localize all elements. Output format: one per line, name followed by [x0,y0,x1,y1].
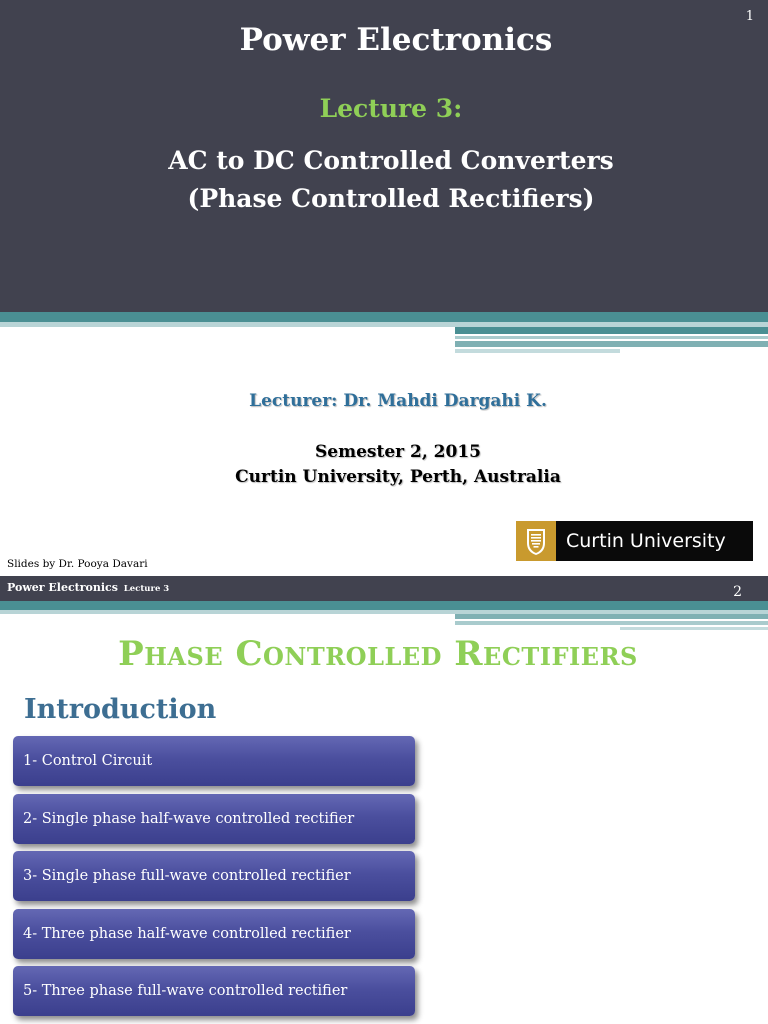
list-item: 5- Three phase full-wave controlled rectifier [13,966,415,1016]
decorative-band [455,621,768,625]
list-item: 3- Single phase full-wave controlled rectifier [13,851,415,901]
lecture-topic-line2: (Phase Controlled Rectifiers) [187,184,595,213]
decorative-band [712,334,768,336]
university-location: Curtin University, Perth, Australia [235,467,561,487]
lecture-topic-line1: AC to DC Controlled Converters [168,146,614,175]
topic-list [13,736,415,1024]
logo-wordmark: Curtin University [566,530,726,552]
course-title: Power Electronics [239,22,553,58]
decorative-band [455,349,620,353]
decorative-band [455,327,768,334]
slide-header [0,0,768,312]
list-item: 4- Three phase half-wave controlled rectifier [13,909,415,959]
decorative-band [0,601,768,610]
course-tag-lecture: Lecture 3 [123,584,170,594]
lecture-label: Lecture 3: [319,94,463,123]
decorative-band [620,347,768,349]
slide-top-bar [0,576,768,601]
decorative-band [620,627,768,630]
slide-number: 1 [745,9,754,24]
lecturer-name: Lecturer: Dr. Mahdi Dargahi K. [249,391,547,411]
slide-number: 2 [733,584,742,600]
section-title: Introduction [24,694,217,725]
decorative-band [455,336,768,339]
list-item: 2- Single phase half-wave controlled rectifier [13,794,415,844]
content-slide [0,576,768,1024]
course-tag-title: Power Electronics [7,581,118,594]
slides-credit: Slides by Dr. Pooya Davari [7,558,148,570]
decorative-band [0,312,768,322]
semester-label: Semester 2, 2015 [315,442,481,462]
crest-icon [516,521,556,561]
slide-heading: Phase Controlled Rectifiers [118,634,638,674]
decorative-band [455,614,768,619]
list-item: 1- Control Circuit [13,736,415,786]
university-logo [516,521,753,561]
slide-course-tag [7,581,169,594]
